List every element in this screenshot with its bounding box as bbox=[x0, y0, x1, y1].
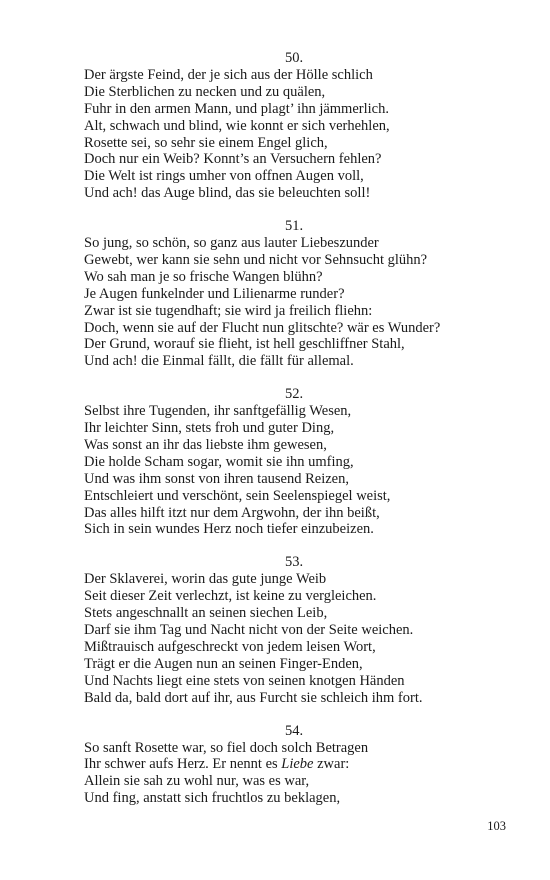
verse-line: Alt, schwach und blind, wie konnt er sich verhehlen, bbox=[84, 117, 390, 134]
verse-line: Wo sah man je so frische Wangen blühn? bbox=[84, 268, 323, 285]
verse-line: So jung, so schön, so ganz aus lauter Liebeszunder bbox=[84, 235, 379, 252]
verse-line: Was sonst an ihr das liebste ihm gewesen, bbox=[84, 437, 327, 454]
verse-line: Entschleiert und verschönt, sein Seelenspiegel weist, bbox=[84, 487, 391, 504]
verse-line: Die Sterblichen zu necken und zu quälen, bbox=[84, 83, 326, 100]
stanza-number: 50. bbox=[284, 50, 304, 66]
verse-line: Und was ihm sonst von ihren tausend Reizen, bbox=[84, 470, 349, 487]
verse-line: Gewebt, wer kann sie sehn und nicht vor Sehnsucht glühn? bbox=[84, 252, 428, 269]
verse-line: Ihr schwer aufs Herz. Er nennt es Liebe zwar: bbox=[84, 756, 350, 773]
emphasized-word: Liebe bbox=[281, 756, 314, 773]
verse-line: Trägt er die Augen nun an seinen Finger-Enden, bbox=[84, 655, 363, 672]
verse-line: Stets angeschnallt an seinen siechen Leib, bbox=[84, 605, 328, 622]
verse-line: So sanft Rosette war, so fiel doch solch Betragen bbox=[84, 739, 369, 756]
verse-line: Seit dieser Zeit verlechzt, ist keine zu vergleichen. bbox=[84, 588, 377, 605]
verse-line: Der Grund, worauf sie flieht, ist hell geschliffner Stahl, bbox=[84, 336, 405, 353]
verse-line: Das alles hilft itzt nur dem Argwohn, der ihn beißt, bbox=[84, 504, 380, 521]
stanza bbox=[84, 50, 504, 202]
verse-line: Ihr leichter Sinn, stets froh und guter Ding, bbox=[84, 420, 335, 437]
stanza-number: 54. bbox=[284, 722, 304, 739]
verse-line: Und fing, anstatt sich fruchtlos zu beklagen, bbox=[84, 790, 341, 807]
verse-line: Darf sie ihm Tag und Nacht nicht von der Seite weichen. bbox=[84, 622, 414, 639]
stanza bbox=[84, 386, 504, 538]
verse-line: Die holde Scham sogar, womit sie ihn umfing, bbox=[84, 453, 354, 470]
verse-line: Der ärgste Feind, der je sich aus der Hölle schlich bbox=[84, 67, 373, 83]
verse-line: Bald da, bald dort auf ihr, aus Furcht sie schleich ihm fort. bbox=[84, 689, 423, 706]
verse-line: Rosette sei, so sehr sie einem Engel glich, bbox=[84, 134, 328, 151]
verse-line: Und ach! das Auge blind, das sie beleuchten soll! bbox=[84, 185, 371, 202]
verse-line: Der Sklaverei, worin das gute junge Weib bbox=[84, 571, 327, 588]
page-number: 103 bbox=[487, 819, 506, 833]
verse-line: Mißtrauisch aufgeschreckt von jedem leisen Wort, bbox=[84, 638, 376, 655]
verse-line: Zwar ist sie tugendhaft; sie wird ja freilich fliehn: bbox=[84, 302, 373, 319]
verse-line: Sich in sein wundes Herz noch tiefer einzubeizen. bbox=[84, 521, 374, 538]
stanza-number: 51. bbox=[284, 218, 304, 235]
verse-line: Doch nur ein Weib? Konnt’s an Versuchern fehlen? bbox=[84, 151, 382, 168]
verse-line: Je Augen funkelnder und Lilienarme runder? bbox=[84, 285, 345, 302]
verse-line: Allein sie sah zu wohl nur, was es war, bbox=[84, 773, 310, 790]
stanza-number: 53. bbox=[284, 554, 304, 571]
stanza bbox=[84, 218, 504, 370]
verse-line: Die Welt ist rings umher von offnen Augen voll, bbox=[84, 168, 364, 185]
verse-line: Und ach! die Einmal fällt, die fällt für allemal. bbox=[84, 353, 354, 370]
stanza bbox=[84, 554, 504, 706]
verse-line: Selbst ihre Tugenden, ihr sanftgefällig Wesen, bbox=[84, 403, 352, 420]
verse-line: Und Nachts liegt eine stets von seinen knotgen Händen bbox=[84, 672, 405, 689]
stanza-number: 52. bbox=[284, 386, 304, 403]
stanza bbox=[84, 723, 504, 808]
poem-body bbox=[84, 50, 504, 823]
verse-line: Doch, wenn sie auf der Flucht nun glitschte? wär es Wunder? bbox=[84, 319, 441, 336]
verse-line: Fuhr in den armen Mann, und plagt’ ihn jämmerlich. bbox=[84, 100, 389, 117]
